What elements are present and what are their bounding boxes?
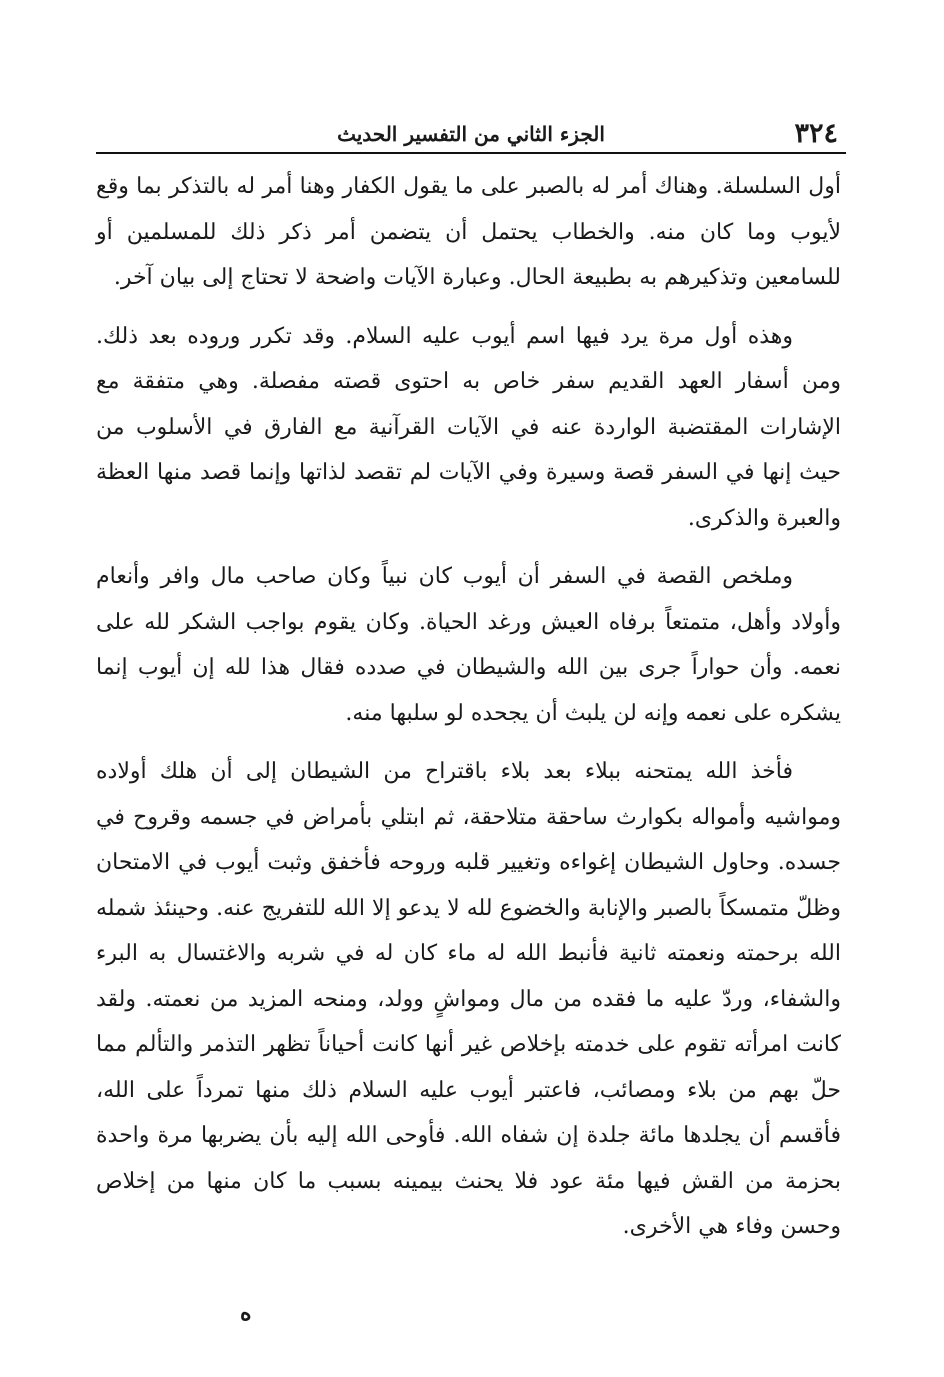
paragraph-gap: [96, 541, 841, 554]
running-title: الجزء الثاني من التفسير الحديث: [337, 122, 605, 146]
paragraph-3: وملخص القصة في السفر أن أيوب كان نبياً وكان صاحب مال وافر وأنعام وأولاد وأهل، متمتعاً برفاه العيش ورغد الحياة. وكان يقوم بواجب الشكر لله على نعمه. وأن حواراً جرى بين الله والشيطان في صدده فقال هذا لله إن أيوب إنما يشكره على نعمه وإنه لن يلبث أن يجحده لو سلبها منه.: [96, 564, 841, 726]
paragraph-1: أول السلسلة. وهناك أمر له بالصبر على ما يقول الكفار وهنا أمر له بالتذكر بما وقع لأيوب وما كان منه. والخطاب يحتمل أن يتضمن أمر ذكر ذلك للمسلمين أو للسامعين وتذكيرهم به بطبيعة الحال. وعبارة الآيات واضحة لا تحتاج إلى بيان آخر.: [96, 174, 841, 290]
paragraph-4: فأخذ الله يمتحنه ببلاء بعد بلاء باقتراح من الشيطان إلى أن هلك أولاده ومواشيه وأمواله بكوارث ساحقة متلاحقة، ثم ابتلي بأمراض في جسمه وقروح في جسده. وحاول الشيطان إغواءه وتغيير قلبه وروحه فأخفق وثبت أيوب في الامتحان وظلّ متمسكاً بالصبر والإنابة والخضوع لله لا يدعو إلا الله للتفريج عنه. وحينئذ شمله الله برحمته ونعمته ثانية فأنبط الله له ماء كان له في شربه والاغتسال به البرء والشفاء، وردّ عليه ما فقده من مال ومواشٍ وولد، ومنحه المزيد من نعمته. ولقد كانت امرأته تقوم على خدمته بإخلاص غير أنها كانت أحياناً تظهر التذمر والتألم مما حلّ بهم من بلاء ومصائب، فاعتبر أيوب عليه السلام ذلك منها تمرداً على الله، فأقسم أن يجلدها مائة جلدة إن شفاه الله. فأوحى الله إليه بأن يضربها مرة واحدة بحزمة من القش فيها مئة عود فلا يحنث بيمينه بسبب ما كان منها من إخلاص وحسن وفاء هي الأخرى.: [96, 759, 841, 1239]
paragraph-2: وهذه أول مرة يرد فيها اسم أيوب عليه السلام. وقد تكرر وروده بعد ذلك. ومن أسفار العهد القديم سفر خاص به احتوى قصته مفصلة. وهي متفقة مع الإشارات المقتضبة الواردة عنه في الآيات القرآنية مع الفارق في الأسلوب من حيث إنها في السفر قصة وسيرة وفي الآيات لم تقصد لذاتها وإنما قصد منها العظة والعبرة والذكرى.: [96, 323, 841, 531]
page-number: ٣٢٤: [794, 118, 838, 149]
paragraph-gap: [96, 301, 841, 314]
header-rule: [96, 152, 846, 154]
paragraph-gap: [96, 736, 841, 749]
page-header: [96, 112, 846, 152]
footer-mark: ه: [240, 1300, 252, 1326]
page-body: [96, 164, 841, 1250]
